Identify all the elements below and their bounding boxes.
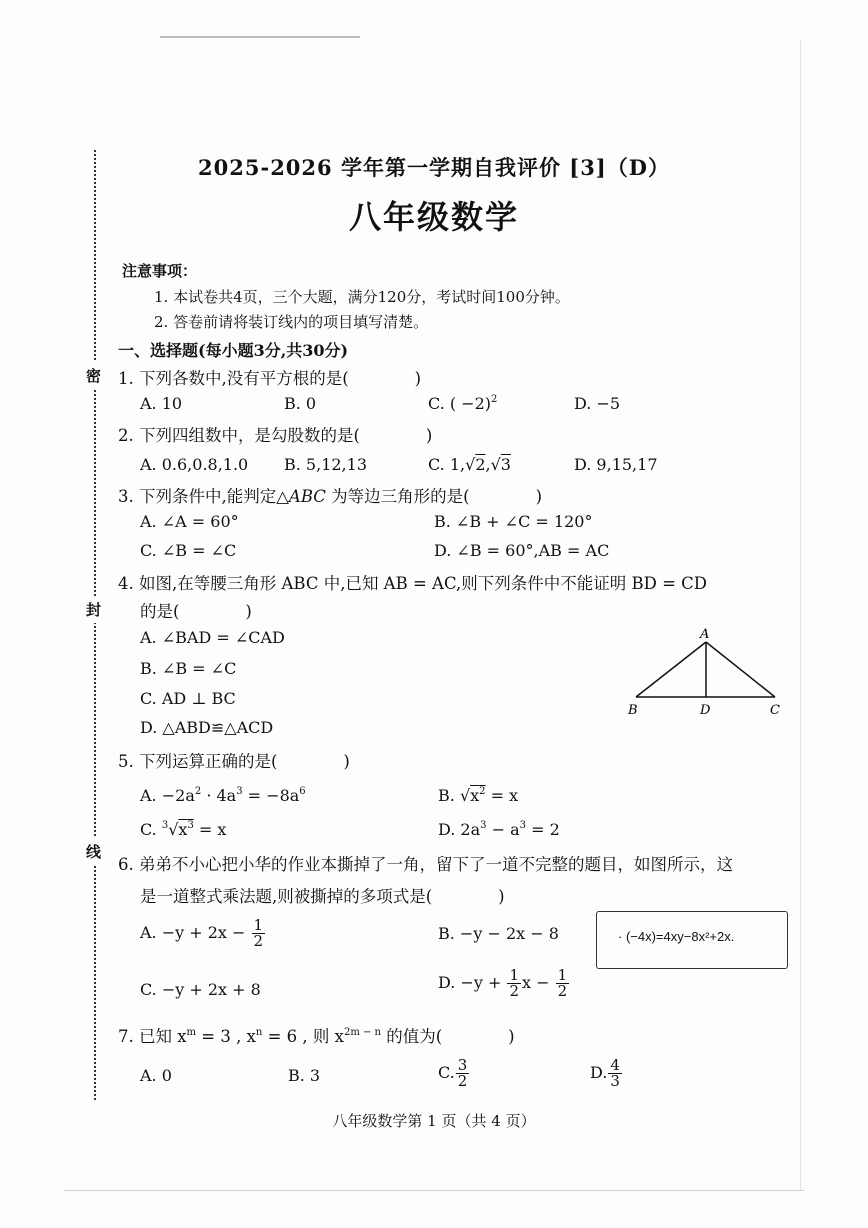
q6-option-c: C. −y + 2x + 8 xyxy=(140,980,261,999)
vertex-label-b: B xyxy=(628,703,638,718)
vertex-label-a: A xyxy=(700,627,710,642)
q7-option-d: D. $\frac{4}{3}$ xyxy=(590,1056,620,1090)
q5-option-c: C. $^3√x^3 = x$ xyxy=(140,820,227,839)
exam-subtitle: 八年级数学 xyxy=(348,198,519,236)
q6-stem-line2: 是一道整式乘法题,则被撕掉的多项式是( ) xyxy=(140,887,505,906)
q5-option-a: A. $-2a^2 \cdot 4a^3 = -8a^6$ xyxy=(140,786,306,805)
q3-option-d: D. ∠B = 60°,AB = AC xyxy=(434,541,610,560)
q3-option-b: B. ∠B + ∠C = 120° xyxy=(434,512,593,531)
q7-option-a: A. 0 xyxy=(140,1066,172,1085)
q3-option-c: C. ∠B = ∠C xyxy=(140,541,237,560)
q4-triangle-figure xyxy=(620,620,790,720)
vertex-label-d: D xyxy=(700,703,711,718)
q3-option-a: A. ∠A = 60° xyxy=(140,512,239,531)
q7-option-b: B. 3 xyxy=(288,1066,321,1085)
bottom-edge-line xyxy=(64,1190,804,1191)
notice-item-2: 2. 答卷前请将装订线内的项目填写清楚。 xyxy=(154,313,429,331)
section1-heading: 一、选择题(每小题3分,共30分) xyxy=(118,341,349,360)
q4-option-a: A. ∠BAD = ∠CAD xyxy=(140,628,285,647)
exam-title: 2025-2026 学年第一学期自我评价 [3]（D） xyxy=(198,155,670,180)
top-scan-line xyxy=(160,36,360,38)
binding-dotted-line xyxy=(94,150,96,1100)
page-footer: 八年级数学第 1 页（共 4 页） xyxy=(332,1112,536,1130)
vertex-label-c: C xyxy=(770,703,780,718)
q2-option-b: B. 5,12,13 xyxy=(284,455,367,474)
q5-option-b: B. $√x^2 = x$ xyxy=(438,786,519,805)
q4-option-b: B. ∠B = ∠C xyxy=(140,659,237,678)
q6-option-d: D. −y + $\frac{1}{2}$ x − $\frac{1}{2}$ xyxy=(438,966,568,1000)
q1-option-c: C. ( −2)$^2$ xyxy=(428,394,498,413)
q4-stem-line1: 4. 如图,在等腰三角形 ABC 中,已知 AB = AC,则下列条件中不能证明 BD = CD xyxy=(118,574,708,593)
notice-item-1: 1. 本试卷共4页，三个大题，满分120分，考试时间100分钟。 xyxy=(154,288,570,306)
q4-stem-line2: 的是( ) xyxy=(140,602,252,621)
q6-stem-line1: 6. 弟弟不小心把小华的作业本撕掉了一角，留下了一道不完整的题目，如图所示，这 xyxy=(118,855,733,874)
q2-option-a: A. 0.6,0.8,1.0 xyxy=(140,455,249,474)
q2-stem: 2. 下列四组数中，是勾股数的是( ) xyxy=(118,426,433,445)
triangle-side-ac xyxy=(706,642,775,697)
q4-option-d: D. △ABD≌△ACD xyxy=(140,718,274,737)
q1-option-a: A. 10 xyxy=(140,394,183,413)
q3-stem: 3. 下列条件中,能判定△ABC 为等边三角形的是( ) xyxy=(118,487,543,506)
q5-stem: 5. 下列运算正确的是( ) xyxy=(118,752,350,771)
q4-option-c: C. AD ⊥ BC xyxy=(140,689,236,708)
q5-option-d: D. $2a^3 - a^3 = 2$ xyxy=(438,820,560,839)
seal-char-xian: 线 xyxy=(86,838,101,865)
q1-stem: 1. 下列各数中,没有平方根的是( ) xyxy=(118,369,422,388)
seal-char-feng: 封 xyxy=(86,596,101,623)
triangle-side-ab xyxy=(636,642,706,697)
torn-note-text: · (−4x)=4xy−8x²+2x. xyxy=(618,929,735,944)
seal-char-mi: 密 xyxy=(86,362,101,389)
q2-option-c: C. 1,√2,√3 xyxy=(428,455,511,474)
q7-option-c: C. $\frac{3}{2}$ xyxy=(438,1056,468,1090)
notice-heading: 注意事项： xyxy=(122,262,198,280)
q6-option-b: B. −y − 2x − 8 xyxy=(438,924,559,943)
q2-option-d: D. 9,15,17 xyxy=(574,455,658,474)
q7-stem: 7. 已知 $x^m = 3$ , $x^n = 6$ , 则 $x^{2m - n}$ 的值为( ) xyxy=(118,1027,515,1046)
q1-option-b: B. 0 xyxy=(284,394,317,413)
q1-option-d: D. −5 xyxy=(574,394,621,413)
q6-option-a: A. −y + 2x − $\frac{1}{2}$ xyxy=(140,916,264,950)
